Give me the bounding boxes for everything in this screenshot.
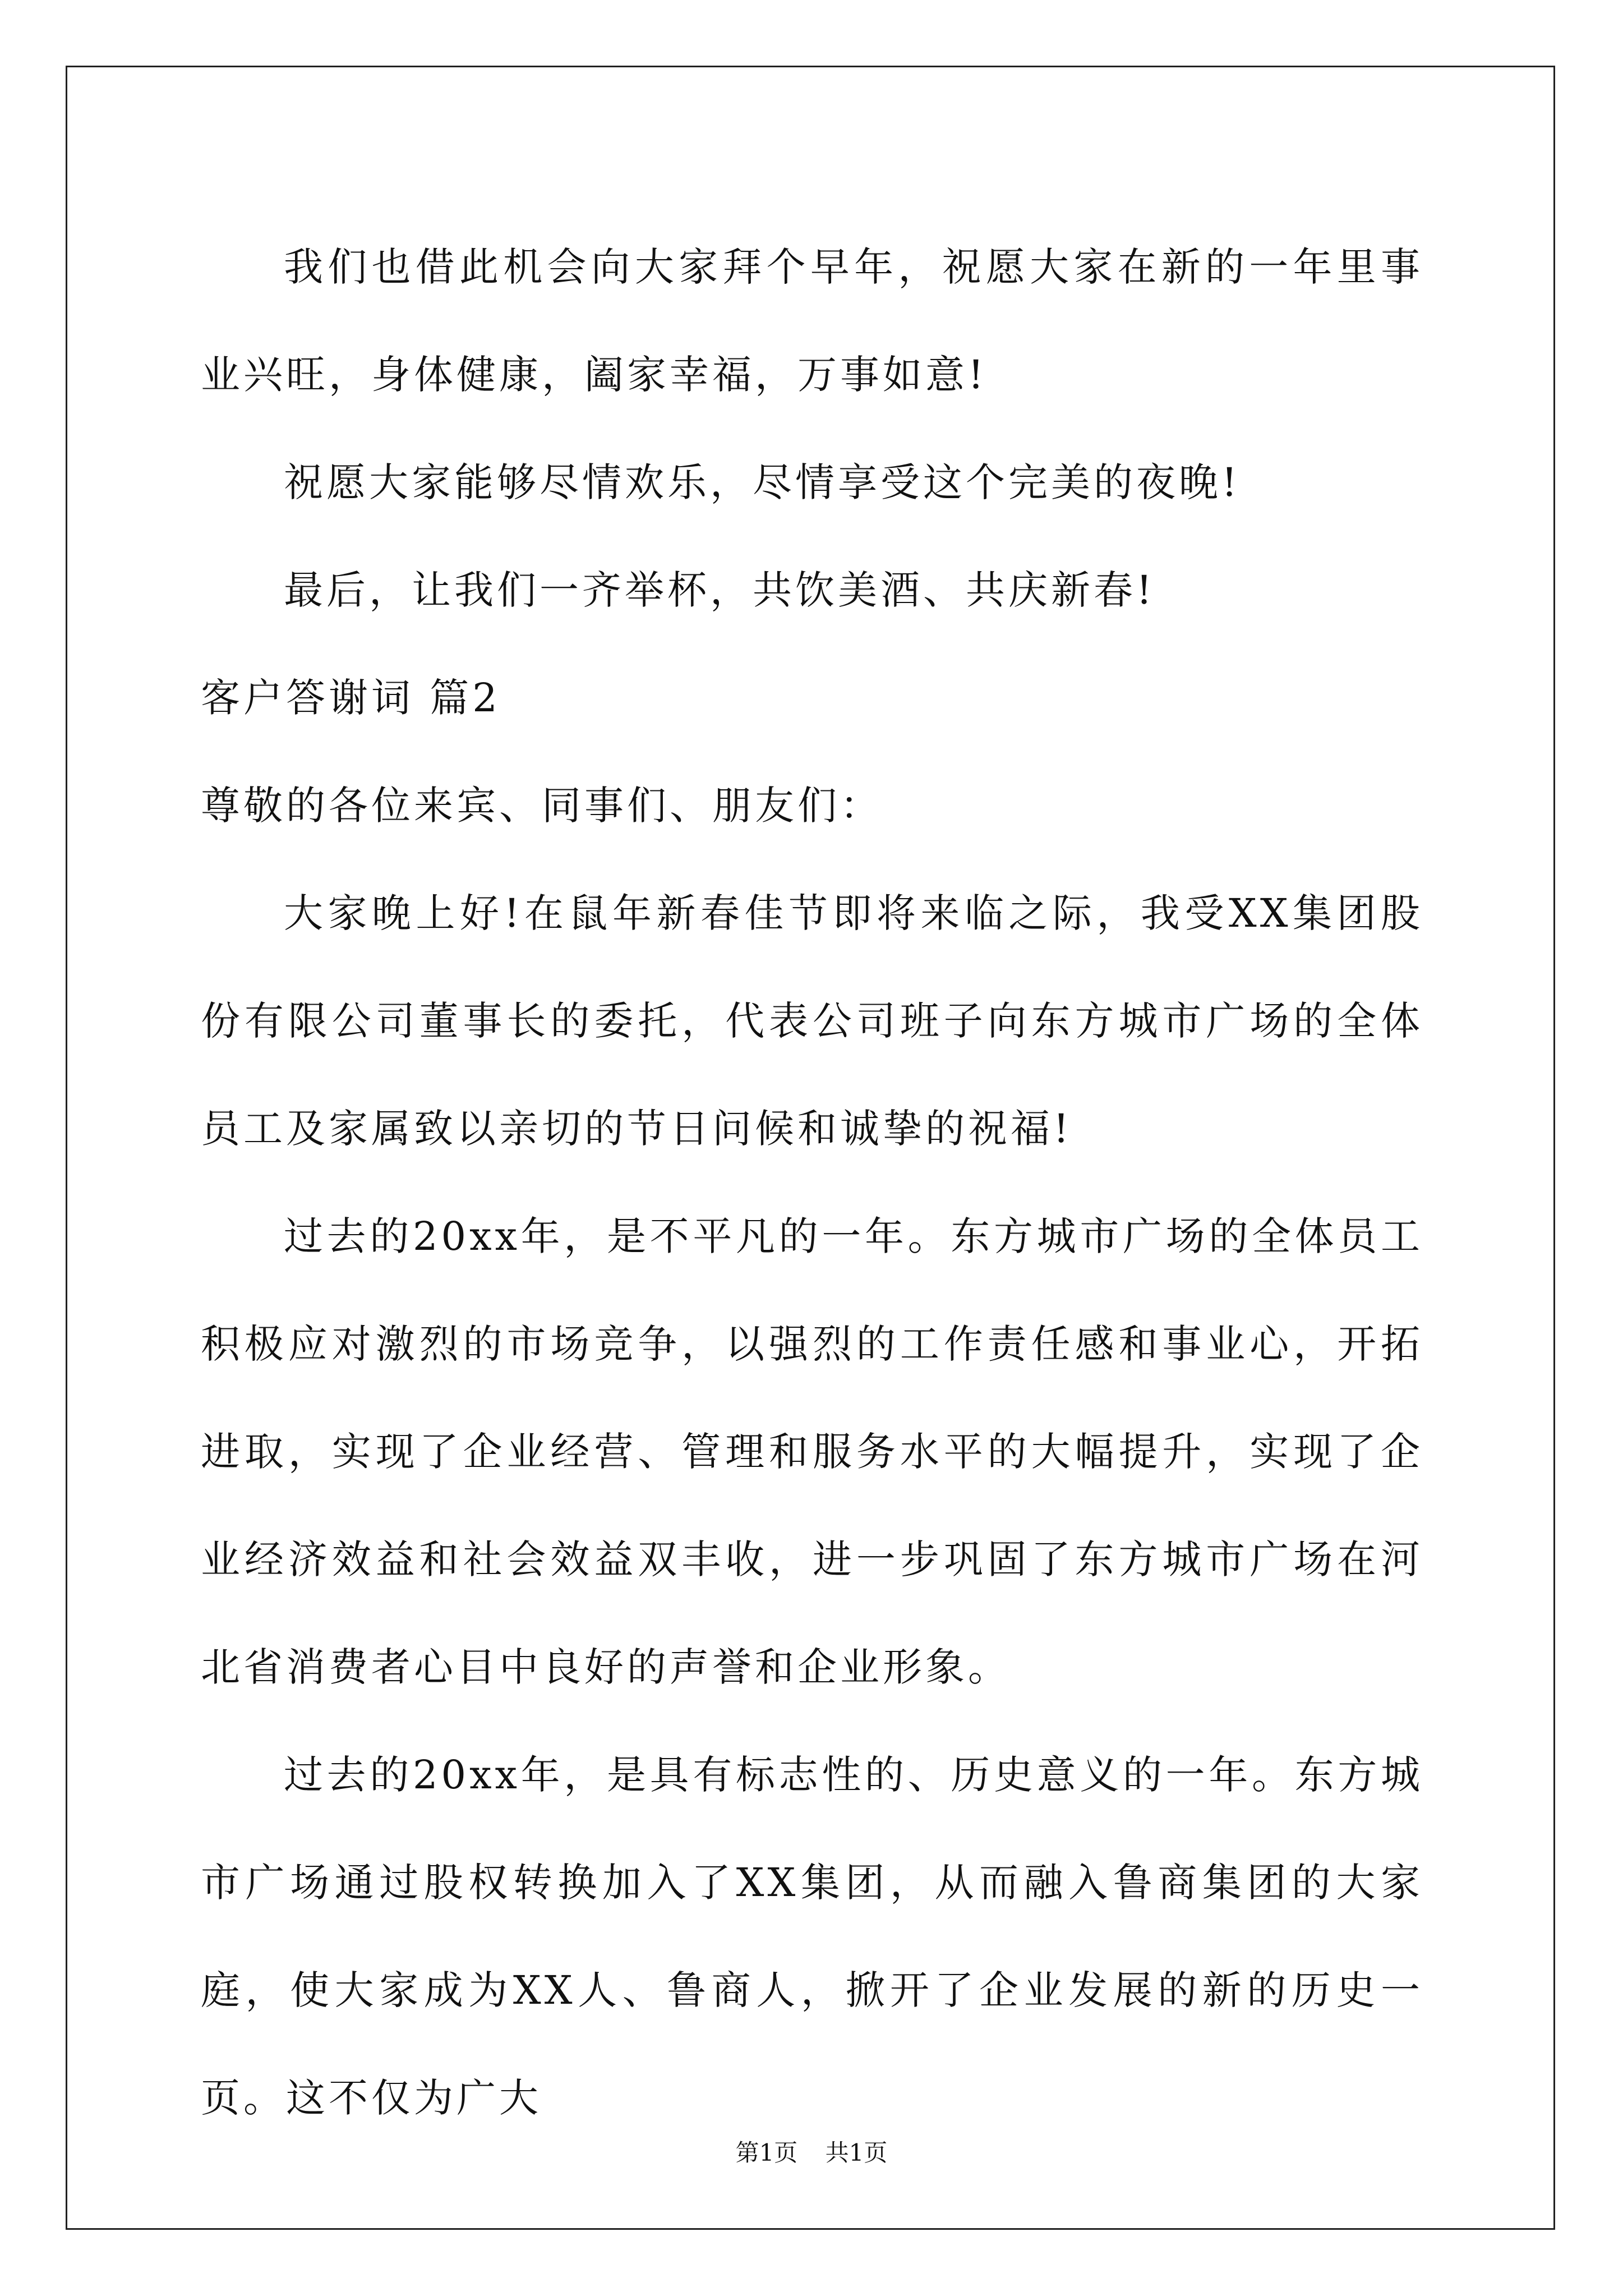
page-total: 共1页 bbox=[825, 2139, 888, 2166]
paragraph-enjoy-evening: 祝愿大家能够尽情欢乐，尽情享受这个完美的夜晚! bbox=[284, 459, 1241, 505]
paragraph-new-year-wishes: 我们也借此机会向大家拜个早年，祝愿大家在新的一年里事业兴旺，身体健康，阖家幸福，万事如意! bbox=[201, 244, 1423, 398]
section-title: 客户答谢词 篇2 bbox=[201, 675, 501, 721]
paragraph-past-year-achievements: 过去的20xx年，是不平凡的一年。东方城市广场的全体员工积极应对激烈的市场竞争，以强烈的工作责任感和事业心，开拓进取，实现了企业经营、管理和服务水平的大幅提升，实现了企业经济效益和社会效益双丰收，进一步巩固了东方城市广场在河北省消费者心目中良好的声誉和企业形象。 bbox=[201, 1213, 1423, 1690]
paragraph-historic-year: 过去的20xx年，是具有标志性的、历史意义的一年。东方城市广场通过股权转换加入了XX集团，从而融入鲁商集团的大家庭，使大家成为XX人、鲁商人，掀开了企业发展的新的历史一页。这不仅为广大 bbox=[201, 1752, 1423, 2121]
paragraph-greeting: 大家晚上好!在鼠年新春佳节即将来临之际，我受XX集团股份有限公司董事长的委托，代表公司班子向东方城市广场的全体员工及家属致以亲切的节日问候和诚挚的祝福! bbox=[201, 890, 1423, 1152]
paragraph-toast: 最后，让我们一齐举杯，共饮美酒、共庆新春! bbox=[284, 567, 1156, 613]
page-number: 第1页 bbox=[735, 2139, 798, 2166]
document-body bbox=[201, 213, 1423, 2152]
page-footer bbox=[0, 2136, 1623, 2170]
salutation: 尊敬的各位来宾、同事们、朋友们： bbox=[201, 783, 883, 829]
